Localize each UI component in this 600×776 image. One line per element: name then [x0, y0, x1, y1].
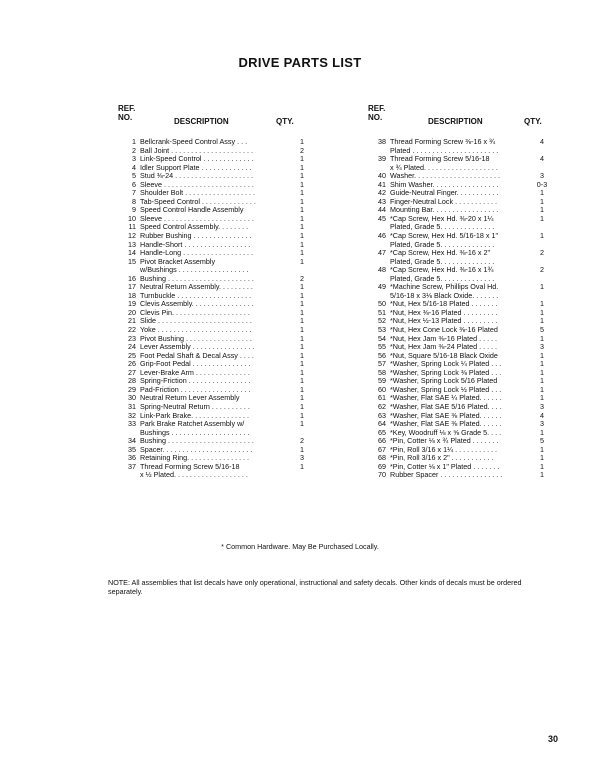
parts-row	[368, 360, 548, 369]
ref-number: 65	[378, 427, 386, 437]
part-description: *Nut, Hex ⅜-16 Plated . . . . . . . . .	[390, 308, 498, 317]
part-quantity: 1	[300, 205, 304, 215]
part-quantity: 1	[540, 427, 544, 437]
part-quantity: 1	[540, 470, 544, 480]
parts-row	[368, 189, 548, 198]
part-quantity: 1	[300, 137, 304, 146]
part-quantity: 1	[300, 359, 304, 369]
ref-number: 43	[378, 196, 386, 206]
part-quantity: 1	[540, 307, 544, 317]
part-description: Clevis Pin. . . . . . . . . . . . . . . . . . . .	[140, 308, 250, 317]
part-quantity: 1	[540, 359, 544, 369]
parts-row	[368, 437, 548, 446]
part-quantity: 1	[300, 188, 304, 198]
ref-number: 7	[132, 188, 136, 198]
parts-rows-right	[368, 138, 548, 480]
parts-row	[112, 463, 308, 480]
parts-row	[112, 335, 308, 344]
ref-number: 68	[378, 453, 386, 463]
part-quantity: 4	[540, 137, 544, 146]
ref-number: 10	[128, 213, 136, 223]
part-description: Rubber Bushing . . . . . . . . . . . . . . .	[140, 232, 252, 241]
parts-row	[368, 155, 548, 172]
parts-row	[112, 377, 308, 386]
part-quantity: 1	[540, 282, 544, 292]
parts-row	[368, 266, 548, 283]
part-description: Stud ⅜-24 . . . . . . . . . . . . . . . . . . . .	[140, 172, 254, 181]
ref-number: 52	[378, 316, 386, 326]
parts-row	[112, 292, 308, 301]
parts-row	[112, 446, 308, 455]
parts-row	[112, 352, 308, 361]
part-quantity: 1	[300, 154, 304, 164]
ref-number: 62	[378, 401, 386, 411]
ref-number: 56	[378, 350, 386, 360]
part-quantity: 4	[540, 410, 544, 420]
parts-row	[112, 343, 308, 352]
part-description: *Cap Screw, Hex Hd. 5/16-18 x 1" Plated, Grade 5. . . . . . . . . . . . . .	[390, 232, 499, 249]
parts-row	[112, 206, 308, 215]
part-description: *Nut, Hex Cone Lock ⅜-16 Plated	[390, 326, 498, 335]
part-quantity: 3	[300, 453, 304, 463]
part-description: Neutral Return Assembly. . . . . . . . .	[140, 283, 253, 292]
part-quantity: 3	[540, 419, 544, 429]
description-header: DESCRIPTION	[428, 117, 483, 126]
parts-row	[112, 437, 308, 446]
ref-number: 37	[128, 461, 136, 471]
ref-number: 14	[128, 248, 136, 258]
part-description: Sleeve . . . . . . . . . . . . . . . . . . . . . . .	[140, 214, 254, 223]
ref-number: 21	[128, 316, 136, 326]
part-quantity: 2	[540, 248, 544, 258]
part-description: *Nut, Hex Jam ⅜-16 Plated . . . . .	[390, 334, 498, 343]
part-quantity: 1	[540, 205, 544, 215]
part-quantity: 1	[540, 316, 544, 326]
parts-row	[368, 454, 548, 463]
part-quantity: 5	[540, 436, 544, 446]
decal-note: NOTE: All assemblies that list decals have only operational, instructional and safety decals. Other kinds of decals must be ordered separately.	[108, 578, 522, 596]
part-quantity: 3	[540, 342, 544, 352]
part-quantity: 1	[540, 213, 544, 223]
part-description: Speed Control Handle Assembly	[140, 206, 244, 215]
part-description: *Washer, Flat SAE ¼ Plated. . . . . .	[390, 394, 502, 403]
part-quantity: 1	[540, 384, 544, 394]
part-description: Ball Joint . . . . . . . . . . . . . . . . . . . . .	[140, 146, 254, 155]
parts-row	[112, 326, 308, 335]
part-description: *Key, Woodruff ⅛ x ⅝ Grade 5. . . .	[390, 428, 502, 437]
parts-row	[368, 206, 548, 215]
ref-number: 60	[378, 384, 386, 394]
part-quantity: 1	[300, 239, 304, 249]
ref-number: 44	[378, 205, 386, 215]
ref-number: 41	[378, 179, 386, 189]
part-quantity: 1	[300, 213, 304, 223]
parts-row	[112, 317, 308, 326]
part-quantity: 1	[300, 376, 304, 386]
part-description: *Pin, Cotter ⅛ x ¾ Plated . . . . . . .	[390, 437, 499, 446]
part-quantity: 1	[300, 222, 304, 232]
parts-row	[368, 335, 548, 344]
ref-number: 64	[378, 419, 386, 429]
part-description: Handle-Short . . . . . . . . . . . . . . . . .	[140, 240, 251, 249]
ref-number: 2	[132, 145, 136, 155]
part-quantity: 1	[300, 196, 304, 206]
parts-row	[368, 215, 548, 232]
part-quantity: 5	[540, 325, 544, 335]
parts-row	[368, 232, 548, 249]
part-description: *Pin, Cotter ⅛ x 1" Plated . . . . . . .	[390, 462, 500, 471]
parts-row	[112, 138, 308, 147]
ref-number: 69	[378, 461, 386, 471]
part-description: Pivot Bracket Assembly w/Bushings . . . . . . . . . . . . . . . . . .	[140, 257, 249, 275]
ref-number: 49	[378, 282, 386, 292]
part-description: Idler Support Plate . . . . . . . . . . . . .	[140, 163, 252, 172]
ref-number: 50	[378, 299, 386, 309]
part-quantity: 1	[300, 299, 304, 309]
ref-number: 34	[128, 436, 136, 446]
ref-number: 15	[128, 256, 136, 266]
parts-row	[112, 369, 308, 378]
parts-row	[112, 258, 308, 275]
part-quantity: 1	[300, 333, 304, 343]
part-description: Pad-Friction . . . . . . . . . . . . . . . . . .	[140, 385, 251, 394]
ref-number: 12	[128, 231, 136, 241]
part-quantity: 1	[300, 393, 304, 403]
part-quantity: 2	[300, 273, 304, 283]
part-quantity: 1	[300, 342, 304, 352]
parts-row	[368, 403, 548, 412]
part-description: Shim Washer. . . . . . . . . . . . . . . . .	[390, 180, 499, 189]
parts-row	[368, 446, 548, 455]
ref-number: 45	[378, 213, 386, 223]
ref-number: 63	[378, 410, 386, 420]
part-description: Clevis Assembly. . . . . . . . . . . . . . . .	[140, 300, 254, 309]
ref-number: 66	[378, 436, 386, 446]
parts-rows-left	[112, 138, 308, 480]
ref-number: 39	[378, 154, 386, 164]
part-quantity: 2	[300, 145, 304, 155]
ref-number: 23	[128, 333, 136, 343]
parts-row	[368, 471, 548, 480]
parts-row	[112, 164, 308, 173]
part-quantity: 4	[540, 154, 544, 164]
part-quantity: 1	[300, 307, 304, 317]
part-quantity: 1	[300, 461, 304, 471]
ref-number: 31	[128, 401, 136, 411]
ref-number: 54	[378, 333, 386, 343]
part-quantity: 1	[300, 325, 304, 335]
footnote: * Common Hardware. May Be Purchased Locally.	[221, 542, 379, 551]
part-description: *Washer, Spring Lock ⅜ Plated . . .	[390, 368, 502, 377]
parts-row	[112, 403, 308, 412]
part-description: *Pin, Roll 3/16 x 2" . . . . . . . . . . .	[390, 454, 494, 463]
part-description: Bellcrank-Speed Control Assy . . .	[140, 138, 248, 146]
part-description: Bushing . . . . . . . . . . . . . . . . . . . . . .	[140, 274, 254, 283]
parts-row	[112, 172, 308, 181]
ref-number: 38	[378, 137, 386, 146]
part-quantity: 1	[300, 350, 304, 360]
ref-number: 46	[378, 231, 386, 241]
part-description: Lever-Brake Arm . . . . . . . . . . . . . .	[140, 368, 250, 377]
ref-number: 30	[128, 393, 136, 403]
parts-row	[112, 360, 308, 369]
parts-row	[368, 326, 548, 335]
parts-row	[112, 232, 308, 241]
part-description: Finger-Neutral Lock . . . . . . . . . . .	[390, 197, 498, 206]
part-quantity: 1	[300, 444, 304, 454]
part-description: *Pin, Roll 3/16 x 1¼ . . . . . . . . . . .	[390, 445, 498, 454]
part-description: Sleeve . . . . . . . . . . . . . . . . . . . . . . .	[140, 180, 254, 189]
part-quantity: 1	[300, 248, 304, 258]
ref-number: 25	[128, 350, 136, 360]
part-description: *Washer, Flat SAE ⅜ Plated. . . . . .	[390, 420, 502, 429]
part-quantity: 1	[300, 179, 304, 189]
ref-number: 19	[128, 299, 136, 309]
part-quantity: 3	[540, 171, 544, 181]
part-description: Link-Speed Control . . . . . . . . . . . . .	[140, 155, 254, 164]
ref-number: 70	[378, 470, 386, 480]
part-quantity: 3	[540, 401, 544, 411]
part-quantity: 1	[300, 419, 304, 429]
part-description: *Nut, Hex 5/16-18 Plated . . . . . . .	[390, 300, 498, 309]
parts-row	[368, 343, 548, 352]
ref-number: 35	[128, 444, 136, 454]
part-description: Bushing . . . . . . . . . . . . . . . . . . . . . .	[140, 437, 254, 446]
part-quantity: 1	[300, 231, 304, 241]
part-description: *Cap Screw, Hex Hd. ⅜-20 x 1¼ Plated, Grade 5. . . . . . . . . . . . . .	[390, 214, 495, 232]
parts-column-right	[368, 104, 548, 480]
part-quantity: 1	[300, 401, 304, 411]
part-description: Grip-Foot Pedal . . . . . . . . . . . . . . .	[140, 360, 251, 369]
parts-row	[368, 394, 548, 403]
ref-number: 3	[132, 154, 136, 164]
parts-row	[112, 309, 308, 318]
parts-row	[112, 412, 308, 421]
part-description: Retaining Ring. . . . . . . . . . . . . . . .	[140, 454, 250, 463]
part-description: *Cap Screw, Hex Hd. ⅜-16 x 2" Plated, Grade 5. . . . . . . . . . . . . .	[390, 249, 495, 266]
part-description: Slide . . . . . . . . . . . . . . . . . . . . . . . .	[140, 317, 252, 326]
parts-row	[368, 377, 548, 386]
part-description: Pivot Bushing . . . . . . . . . . . . . . . . .	[140, 334, 252, 343]
part-quantity: 1	[540, 188, 544, 198]
parts-row	[368, 317, 548, 326]
parts-row	[112, 189, 308, 198]
part-description: Neutral Return Lever Assembly	[140, 394, 240, 403]
part-description: Spring-Friction . . . . . . . . . . . . . . . .	[140, 377, 251, 386]
parts-row	[112, 386, 308, 395]
ref-number: 61	[378, 393, 386, 403]
ref-number: 42	[378, 188, 386, 198]
ref-number: 22	[128, 325, 136, 335]
ref-number: 4	[132, 162, 136, 172]
part-description: *Cap Screw, Hex Hd. ⅜-16 x 1¾ Plated, Grade 5. . . . . . . . . . . . . .	[390, 266, 495, 283]
parts-row	[112, 198, 308, 207]
parts-row	[112, 249, 308, 258]
parts-row	[112, 420, 308, 437]
part-quantity: 1	[300, 282, 304, 292]
ref-no-header: REF. NO.	[368, 104, 386, 122]
part-quantity: 1	[540, 376, 544, 386]
ref-number: 40	[378, 171, 386, 181]
column-header	[368, 104, 548, 138]
parts-row	[368, 352, 548, 361]
parts-row	[368, 172, 548, 181]
ref-number: 8	[132, 196, 136, 206]
part-quantity: 1	[300, 290, 304, 300]
ref-number: 5	[132, 171, 136, 181]
description-header: DESCRIPTION	[174, 117, 229, 126]
ref-number: 20	[128, 307, 136, 317]
parts-row	[368, 412, 548, 421]
part-description: Park Brake Ratchet Assembly w/ Bushings . . . . . . . . . . . . . . . . . . . .	[140, 420, 250, 437]
parts-row	[112, 394, 308, 403]
part-description: Guide-Neutral Finger. . . . . . . . . . .	[390, 189, 499, 198]
parts-row	[112, 454, 308, 463]
part-quantity: 1	[540, 461, 544, 471]
part-quantity: 1	[540, 299, 544, 309]
part-description: Thread Forming Screw 5/16-18 x ½ Plated. . . . . . . . . . . . . . . . . . .	[140, 462, 248, 480]
ref-number: 29	[128, 384, 136, 394]
part-description: Tab-Speed Control . . . . . . . . . . . . . .	[140, 197, 256, 206]
parts-row	[112, 283, 308, 292]
part-description: Yoke . . . . . . . . . . . . . . . . . . . . . . . .	[140, 326, 252, 335]
ref-number: 55	[378, 342, 386, 352]
part-quantity: 1	[300, 171, 304, 181]
parts-column-left	[112, 104, 308, 480]
part-description: Thread Forming Screw ⅜-16 x ¾ Plated . . . . . . . . . . . . . . . . . . . . . .	[390, 138, 499, 155]
part-description: *Machine Screw, Phillips Oval Hd. 5/16-18 x 3⅛ Black Oxide. . . . . . .	[390, 283, 499, 300]
ref-number: 9	[132, 205, 136, 215]
part-quantity: 1	[300, 316, 304, 326]
parts-row	[112, 155, 308, 164]
ref-no-header: REF. NO.	[118, 104, 136, 122]
part-quantity: 2	[540, 265, 544, 275]
part-description: Foot Pedal Shaft & Decal Assy . . . .	[140, 351, 254, 360]
part-description: Spacer. . . . . . . . . . . . . . . . . . . . . . .	[140, 445, 253, 454]
part-quantity: 1	[540, 196, 544, 206]
parts-row	[112, 275, 308, 284]
ref-number: 24	[128, 342, 136, 352]
ref-number: 18	[128, 290, 136, 300]
parts-row	[112, 223, 308, 232]
ref-number: 17	[128, 282, 136, 292]
ref-number: 11	[128, 222, 136, 232]
part-quantity: 2	[300, 436, 304, 446]
part-description: Link-Park Brake. . . . . . . . . . . . . . .	[140, 411, 250, 420]
part-description: *Washer, Spring Lock 5/16 Plated	[390, 377, 498, 386]
parts-row	[112, 147, 308, 156]
column-header	[112, 104, 308, 138]
part-description: Lever Assembly . . . . . . . . . . . . . . . .	[140, 343, 255, 352]
ref-number: 26	[128, 359, 136, 369]
parts-row	[112, 181, 308, 190]
parts-row	[368, 181, 548, 190]
ref-number: 27	[128, 367, 136, 377]
part-description: Speed Control Assembly. . . . . . . .	[140, 223, 249, 232]
ref-number: 67	[378, 444, 386, 454]
parts-row	[368, 300, 548, 309]
ref-number: 48	[378, 265, 386, 275]
part-quantity: 1	[540, 453, 544, 463]
part-quantity: 1	[540, 350, 544, 360]
parts-row	[368, 283, 548, 300]
ref-number: 6	[132, 179, 136, 189]
ref-number: 58	[378, 367, 386, 377]
parts-row	[368, 309, 548, 318]
ref-number: 13	[128, 239, 136, 249]
part-description: Spring-Neutral Return . . . . . . . . . .	[140, 402, 250, 411]
part-description: *Nut, Hex ½-13 Plated . . . . . . . . .	[390, 317, 498, 326]
ref-number: 33	[128, 419, 136, 429]
parts-row	[368, 138, 548, 155]
part-description: Mounting Bar. . . . . . . . . . . . . . . . .	[390, 206, 499, 215]
part-description: *Washer, Flat SAE ⅜ Plated. . . . . .	[390, 411, 502, 420]
part-quantity: 1	[300, 384, 304, 394]
parts-row	[368, 198, 548, 207]
parts-row	[368, 369, 548, 378]
ref-number: 53	[378, 325, 386, 335]
part-quantity: 1	[300, 162, 304, 172]
ref-number: 32	[128, 410, 136, 420]
ref-number: 36	[128, 453, 136, 463]
ref-number: 51	[378, 307, 386, 317]
part-quantity: 1	[540, 393, 544, 403]
part-description: Handle-Long . . . . . . . . . . . . . . . . . .	[140, 249, 254, 258]
part-quantity: 1	[300, 410, 304, 420]
part-quantity: 1	[540, 231, 544, 241]
parts-row	[368, 429, 548, 438]
ref-number: 47	[378, 248, 386, 258]
part-description: Rubber Spacer . . . . . . . . . . . . . . . .	[390, 471, 503, 480]
part-description: *Washer, Spring Lock ½ Plated . . .	[390, 385, 502, 394]
page-number: 30	[548, 734, 559, 744]
qty-header: QTY.	[524, 117, 542, 126]
part-description: *Washer, Flat SAE 5/16 Plated. . . .	[390, 402, 502, 411]
parts-row	[368, 463, 548, 472]
part-quantity: 1	[540, 444, 544, 454]
part-description: *Nut, Square 5/16-18 Black Oxide	[390, 351, 498, 360]
ref-number: 28	[128, 376, 136, 386]
page-title: DRIVE PARTS LIST	[238, 55, 362, 70]
parts-row	[112, 215, 308, 224]
ref-number: 16	[128, 273, 136, 283]
part-description: *Nut, Hex Jam ⅜-24 Plated . . . . .	[390, 343, 498, 352]
ref-number: 59	[378, 376, 386, 386]
part-quantity: 0-3	[536, 179, 548, 189]
part-quantity: 1	[540, 367, 544, 377]
parts-row	[368, 249, 548, 266]
parts-row	[112, 300, 308, 309]
part-quantity: 1	[300, 367, 304, 377]
parts-row	[368, 420, 548, 429]
ref-number: 1	[132, 137, 136, 146]
part-description: Thread Forming Screw 5/16-18 x ¾ Plated. . . . . . . . . . . . . . . . . . .	[390, 155, 498, 172]
parts-row	[368, 386, 548, 395]
part-quantity: 1	[540, 333, 544, 343]
parts-row	[112, 241, 308, 250]
part-description: Washer. . . . . . . . . . . . . . . . . . . . . .	[390, 172, 500, 181]
ref-number: 57	[378, 359, 386, 369]
part-description: Turnbuckle . . . . . . . . . . . . . . . . . . .	[140, 291, 252, 300]
part-description: *Washer, Spring Lock ¼ Plated . . .	[390, 360, 502, 369]
part-description: Shoulder Bolt . . . . . . . . . . . . . . . . . .	[140, 189, 256, 198]
qty-header: QTY.	[276, 117, 294, 126]
part-quantity: 1	[300, 256, 304, 266]
